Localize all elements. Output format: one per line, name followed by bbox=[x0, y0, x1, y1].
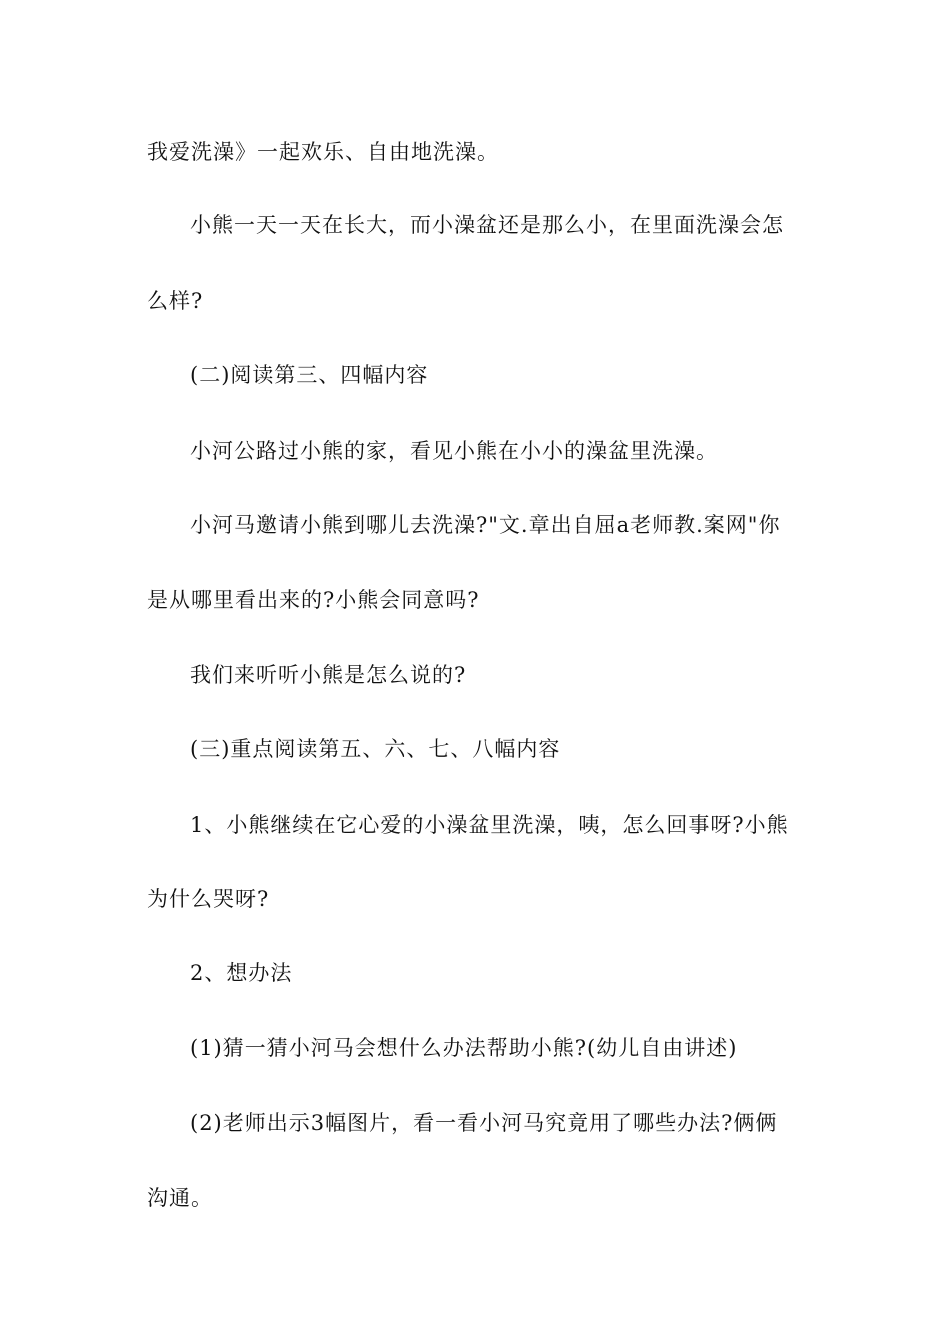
text-line-14: (2)老师出示3幅图片，看一看小河马究竟用了哪些办法?俩俩 bbox=[190, 1111, 778, 1135]
text-line-11: 为什么哭呀? bbox=[147, 887, 270, 911]
text-line-13: (1)猜一猜小河马会想什么办法帮助小熊?(幼儿自由讲述) bbox=[190, 1036, 738, 1060]
text-line-7: 是从哪里看出来的?小熊会同意吗? bbox=[147, 588, 480, 612]
text-line-6: 小河马邀请小熊到哪儿去洗澡?"文.章出自屈a老师教.案网"你 bbox=[190, 513, 781, 537]
text-line-15: 沟通。 bbox=[147, 1186, 213, 1210]
section-heading-3: (三)重点阅读第五、六、七、八幅内容 bbox=[190, 737, 561, 761]
text-line-3: 么样? bbox=[147, 289, 204, 313]
text-line-2: 小熊一天一天在长大，而小澡盆还是那么小，在里面洗澡会怎 bbox=[190, 213, 784, 237]
text-line-10: 1、小熊继续在它心爱的小澡盆里洗澡，咦，怎么回事呀?小熊 bbox=[190, 813, 789, 837]
text-line-1: 我爱洗澡》一起欢乐、自由地洗澡。 bbox=[147, 140, 499, 164]
section-heading-2: (二)阅读第三、四幅内容 bbox=[190, 363, 429, 387]
text-line-12: 2、想办法 bbox=[190, 961, 293, 985]
text-line-5: 小河公路过小熊的家，看见小熊在小小的澡盆里洗澡。 bbox=[190, 439, 718, 463]
text-line-8: 我们来听听小熊是怎么说的? bbox=[190, 663, 467, 687]
